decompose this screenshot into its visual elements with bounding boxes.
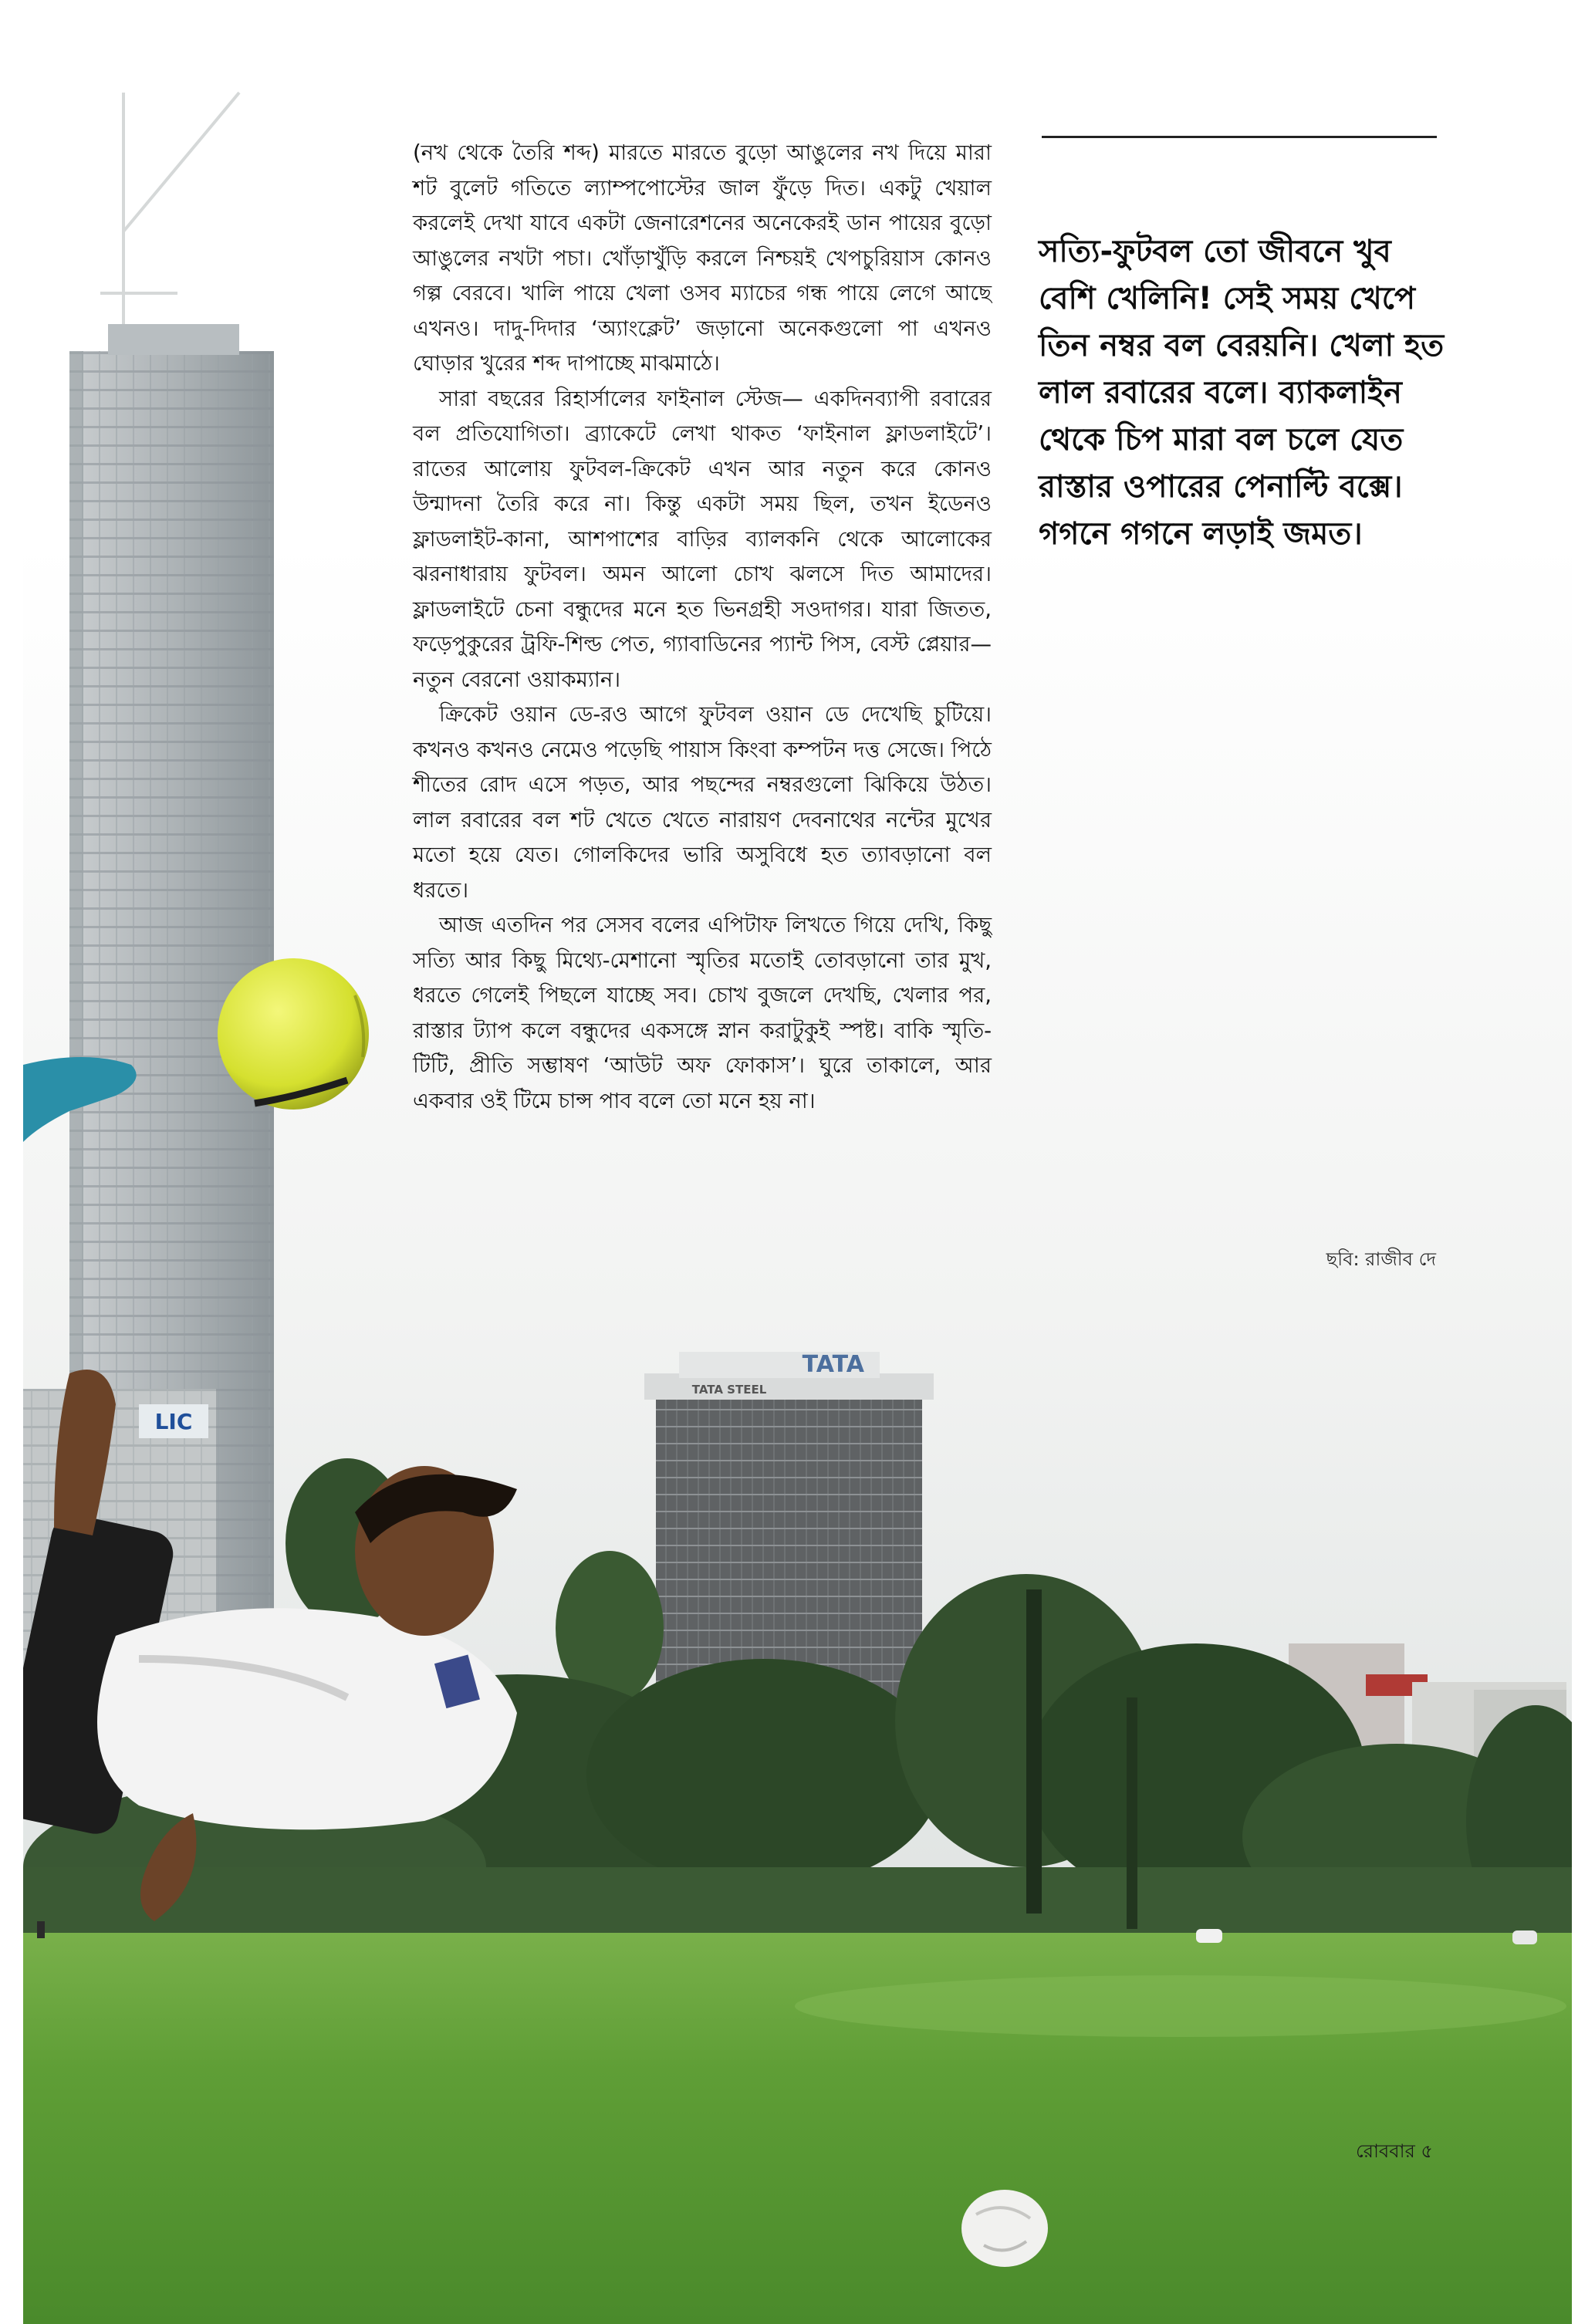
pull-quote-rule xyxy=(1042,136,1437,138)
article-paragraph-4: আজ এতদিন পর সেসব বলের এপিটাফ লিখতে গিয়ে দেখি, কিছু সত্যি আর কিছু মিথ্যে-মেশানো স্মৃতির মতোই তোবড়ানো তার মুখ, ধরতে গেলেই পিছলে যাচ্ছে সব। চোখ বুজলে দেখছি, খেলার পর, রাস্তার ট্যাপ কলে বন্ধুদের একসঙ্গে স্নান করাটুকুই স্পষ্ট। বাকি স্মৃতি-টিটি, প্রীতি সম্ভাষণ ‘আউট অফ ফোকাস’। ঘুরে তাকালে, আর একবার ওই টিমে চান্স পাব বলে তো মনে হয় না। xyxy=(413,913,992,1113)
yellow-football xyxy=(218,958,369,1110)
article-paragraph-3: ক্রিকেট ওয়ান ডে-রও আগে ফুটবল ওয়ান ডে দেখেছি চুটিয়ে। কখনও কখনও নেমেও পড়েছি পায়াস কিংবা কম্পটন দত্ত সেজে। পিঠে শীতের রোদ এসে পড়ত, আর পছন্দের নম্বরগুলো ঝিকিয়ে উঠত। লাল রবারের বল শট খেতে খেতে নারায়ণ দেবনাথের নন্টের মুখের মতো হয়ে যেত। গোলকিদের ভারি অসুবিধে হত ত্যাবড়ানো বল ধরতে। xyxy=(413,702,992,903)
pull-quote: সত্যি-ফুটবল তো জীবনে খুব বেশি খেলিনি! সেই সময় খেপে তিন নম্বর বল বেরয়নি। খেলা হত লাল রবারের বলে। ব্যাকলাইন থেকে চিপ মারা বল চলে যেত রাস্তার ওপারের পেনাল্টি বক্সে। গগনে গগনে লড়াই জমত। xyxy=(1039,234,1445,552)
page-folio: রোববার ৫ xyxy=(1356,2140,1433,2162)
tata-sign: TATA xyxy=(802,1351,864,1378)
tata-steel-sign: TATA STEEL xyxy=(691,1383,767,1397)
lic-sign: LIC xyxy=(154,1409,193,1434)
article-paragraph-2: সারা বছরের রিহার্সালের ফাইনাল স্টেজ— একদিনব্যাপী রবারের বল প্রতিযোগিতা। ব্র্যাকেটে লেখা থাকত ‘ফাইনাল ফ্লাডলাইটে’। রাতের আলোয় ফুটবল-ক্রিকেট এখন আর নতুন করে কোনও উন্মাদনা তৈরি করে না। কিন্তু একটা সময় ছিল, তখন ইডেনও ফ্লাডলাইট-কানা, আশপাশের বাড়ির ব্যালকনি থেকে আলোকের ঝরনাধারায় ফুটবল। অমন আলো চোখ ঝলসে দিত আমাদের। ফ্লাডলাইটে চেনা বন্ধুদের মনে হত ভিনগ্রহী সওদাগর। যারা জিতত, ফড়েপুকুরের ট্রফি-শিল্ড পেত, গ্যাবাডিনের প্যান্ট পিস, বেস্ট প্লেয়ার— নতুন বেরনো ওয়াকম্যান। xyxy=(413,386,992,692)
photo-credit: ছবি: রাজীব দে xyxy=(1326,1248,1436,1270)
article-body xyxy=(413,136,992,1119)
white-football xyxy=(961,2190,1048,2267)
article-paragraph-1: (নখ থেকে তৈরি শব্দ) মারতে মারতে বুড়ো আঙুলের নখ দিয়ে মারা শট বুলেট গতিতে ল্যাম্পপোস্টের জাল ফুঁড়ে দিত। একটু খেয়াল করলেই দেখা যাবে একটা জেনারেশনের অনেকেরই ডান পায়ের বুড়ো আঙুলের নখটা পচা। খোঁড়াখুঁড়ি করলে নিশ্চয়ই খেপচুরিয়াস কোনও গল্প বেরবে। খালি পায়ে খেলা ওসব ম্যাচের গন্ধ পায়ে লেগে আছে এখনও। দাদু-দিদার ‘অ্যাংক্লেট’ জড়ানো অনেকগুলো পা এখনও ঘোড়ার খুরের শব্দ দাপাচ্ছে মাঝমাঠে। xyxy=(413,140,992,376)
